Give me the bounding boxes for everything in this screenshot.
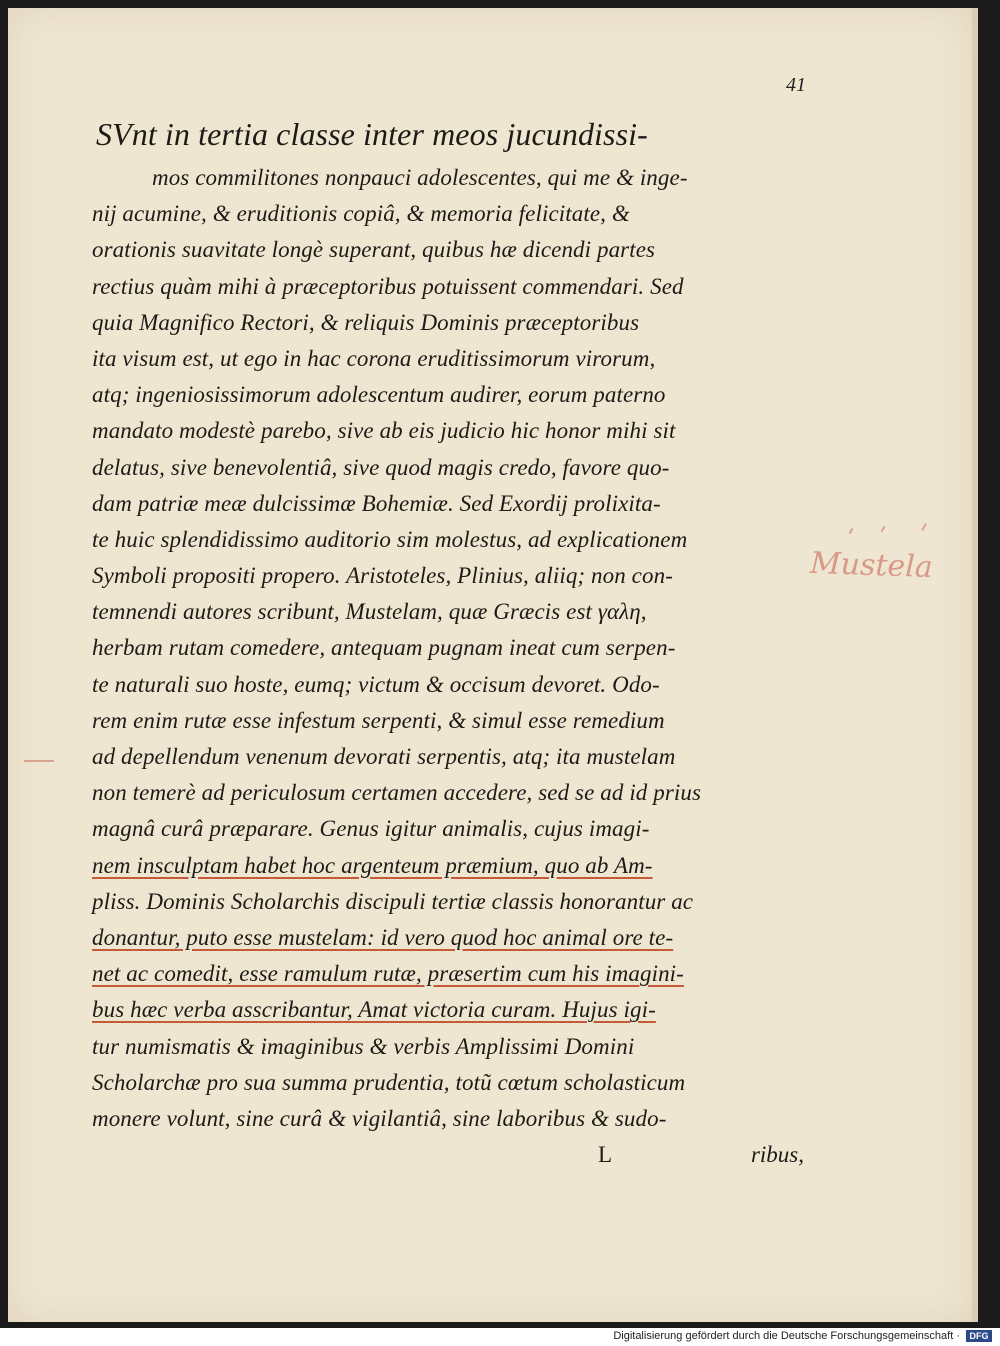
text-line-6: quia Magnifico Rectori, & reliquis Dominis præceptoribus: [92, 309, 640, 335]
text-line-19: non temerè ad periculosum certamen accedere, sed se ad id prius: [92, 780, 702, 806]
text-line-14: temnendi autores scribunt, Mustelam, quæ Græcis est γαλη,: [92, 599, 647, 625]
text-line-23: donantur, puto esse mustelam: id vero quod hoc animal ore te-: [92, 924, 674, 950]
text-line-10: delatus, sive benevolentiâ, sive quod magis credo, favore quo-: [92, 454, 670, 480]
text-line-2: mos commilitones nonpauci adolescentes, qui me & inge-: [152, 165, 688, 190]
text-block: [92, 108, 812, 1173]
text-line-3: nij acumine, & eruditionis copiâ, & memoria felicitate, &: [92, 201, 630, 227]
text-line-16: te naturali suo hoste, eumq; victum & occisum devoret. Odo-: [92, 671, 660, 697]
text-line-13: Symboli propositi propero. Aristoteles, Plinius, aliiq; non con-: [92, 563, 673, 589]
text-line-21: nem insculptam habet hoc argenteum præmium, quo ab Am-: [92, 852, 653, 878]
text-line-25: bus hæc verba asscribantur, Amat victoria curam. Hujus igi-: [92, 997, 656, 1023]
text-line-17: rem enim rutæ esse infestum serpenti, & simul esse remedium: [92, 707, 665, 733]
text-line-8: atq; ingeniosissimorum adolescentum audirer, eorum paterno: [92, 382, 666, 408]
catchword: ribus,: [750, 1142, 804, 1168]
text-line-12: te huic splendidissimo auditorio sim molestus, ad explicationem: [92, 526, 688, 552]
text-line-20: magnâ curâ præparare. Genus igitur animalis, cujus imagi-: [92, 816, 650, 842]
text-line-22: pliss. Dominis Scholarchis discipuli tertiæ classis honorantur ac: [92, 888, 694, 914]
text-line-27: Scholarchæ pro sua summa prudentia, totũ cœtum scholasticum: [92, 1069, 686, 1095]
text-line-24: net ac comedit, esse ramulum rutæ, præsertim cum his imagini-: [92, 961, 684, 987]
text-line-4: orationis suavitate longè superant, quibus hæ dicendi partes: [92, 237, 656, 263]
dfg-logo: DFG: [966, 1330, 992, 1342]
page-edge: [972, 8, 978, 1322]
text-line-5: rectius quàm mihi à præceptoribus potuissent commendari. Sed: [92, 273, 684, 299]
text-line-15: herbam rutam comedere, antequam pugnam ineat cum serpen-: [92, 635, 676, 661]
signature-mark: L: [598, 1142, 613, 1168]
marginal-note: Mustela: [809, 545, 934, 586]
text-line-9: mandato modestè parebo, sive ab eis judicio hic honor mihi sit: [92, 418, 676, 444]
page-number: 41: [786, 74, 806, 96]
text-line-11: dam patriæ meæ dulcissimæ Bohemiæ. Sed Exordij prolixita-: [92, 490, 661, 516]
footer: [0, 1328, 1000, 1346]
margin-tick-mark: [24, 760, 54, 762]
footer-credit: Digitalisierung gefördert durch die Deutsche Forschungsgemeinschaft ·: [613, 1330, 960, 1342]
text-line-7: ita visum est, ut ego in hac corona eruditissimorum virorum,: [92, 345, 656, 371]
catchword-line: [92, 1137, 812, 1173]
text-line-26: tur numismatis & imaginibus & verbis Amplissimi Domini: [92, 1033, 635, 1059]
text-line-1: SVnt in tertia classe inter meos jucundissi-: [96, 116, 648, 152]
text-line-28: monere volunt, sine curâ & vigilantiâ, sine laboribus & sudo-: [92, 1105, 667, 1131]
text-line-18: ad depellendum venenum devorati serpentis, atq; ita mustelam: [92, 744, 676, 769]
